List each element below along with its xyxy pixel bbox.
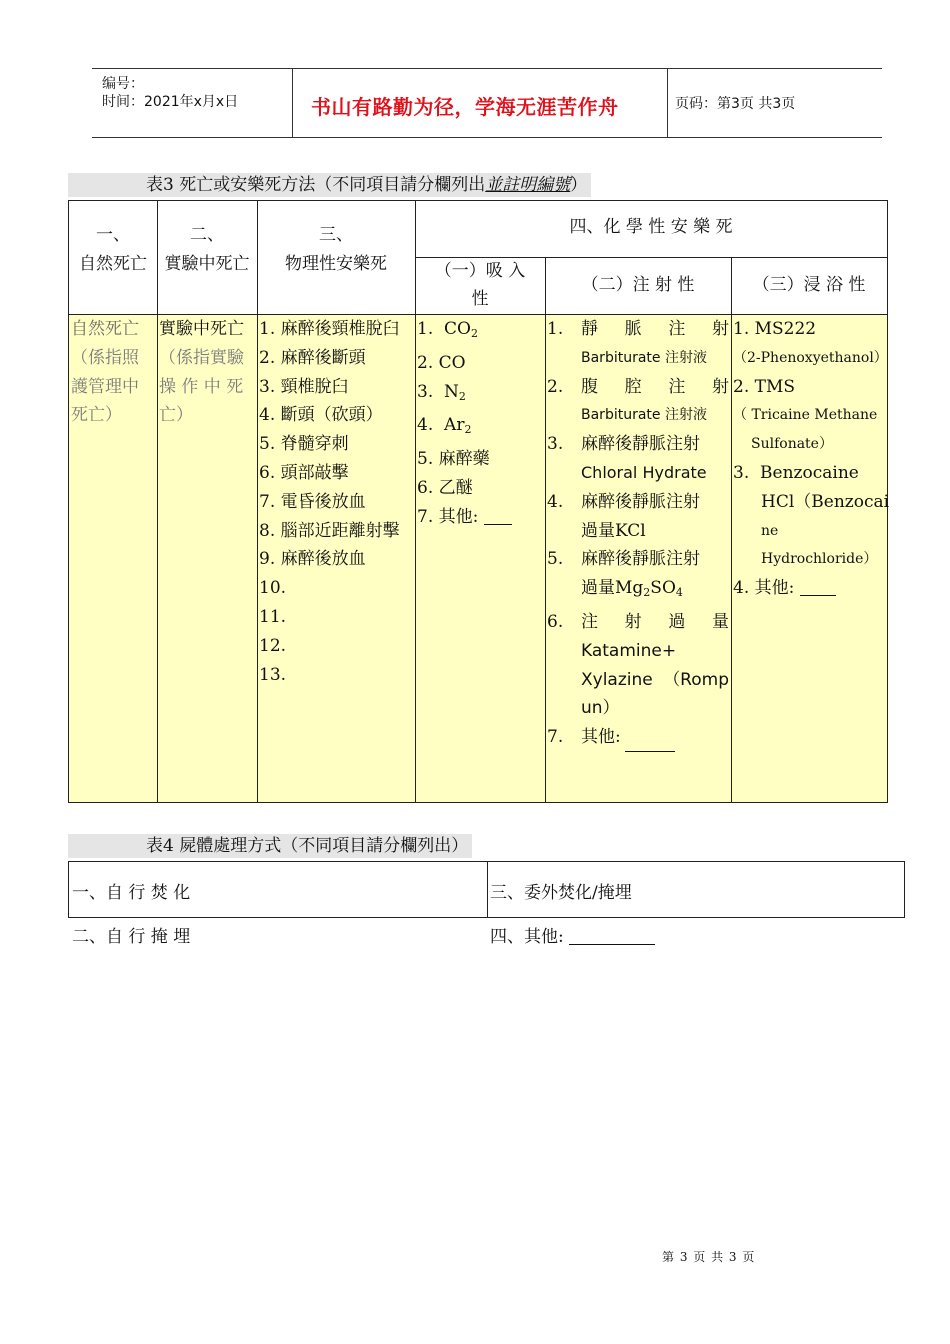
- page-footer: 第 3 页 共 3 页: [662, 1250, 756, 1264]
- list-item-detail: Barbiturate 注射液: [581, 407, 707, 424]
- exp-death-text: 實驗中死亡: [159, 319, 244, 339]
- carcass-disposal-table: [68, 861, 905, 918]
- col2-title: 實驗中死亡: [164, 254, 250, 274]
- caption-text: 表3 死亡或安樂死方法（不同項目請分欄列出: [146, 175, 486, 195]
- list-item: 1. 麻醉後頸椎脫臼: [259, 319, 400, 339]
- list-item: 1. MS222: [733, 319, 817, 339]
- sub1-title: （一）吸 入: [434, 261, 526, 281]
- doc-time-label: 时间：2021年x月x日: [102, 94, 239, 110]
- sub-injection-header: （二）注 射 性: [581, 275, 695, 295]
- list-item: 2. TMS: [733, 376, 796, 397]
- list-item-detail: Katamine+: [581, 640, 677, 661]
- list-item: 3. Benzocaine: [733, 462, 859, 483]
- header-meta: [92, 69, 292, 137]
- list-item: 4. 其他:: [733, 574, 887, 603]
- euthanasia-methods-table: [68, 200, 888, 803]
- list-item: 3. $N_2$: [417, 381, 466, 403]
- list-item: 4. 麻醉後靜脈注射: [547, 491, 700, 512]
- exp-note-3: 亡）: [159, 405, 193, 426]
- list-item-detail: HCl（Benzocai: [761, 491, 890, 512]
- list-item: 2. CO: [417, 352, 466, 373]
- list-item: 4. $Ar_2$: [417, 415, 472, 437]
- col-natural-death-header: [69, 221, 157, 279]
- col2-num: 二、: [190, 225, 224, 245]
- list-item: 5. 脊髓穿刺: [259, 434, 349, 455]
- list-item-detail: 過量$Mg_2SO_4$: [581, 578, 683, 600]
- injection-methods-list: [547, 315, 729, 752]
- list-item: 2. 腹 腔 注 射: [547, 376, 729, 397]
- page-number-label: 页码：第3页 共3页: [675, 96, 796, 112]
- natural-death-cell: [71, 315, 157, 430]
- list-item-detail: Hydrochloride）: [761, 551, 878, 568]
- disposal-option-3: 三、委外焚化/掩埋: [490, 883, 632, 903]
- list-item-detail: Xylazine （Romp: [581, 669, 729, 690]
- col3-num: 三、: [319, 225, 353, 245]
- col-physical-header: [257, 221, 415, 279]
- col1-title: 自然死亡: [79, 254, 147, 274]
- list-item: 6. 注 射 過 量: [547, 611, 729, 632]
- list-item: 6. 乙醚: [417, 477, 473, 498]
- list-item-detail: Chloral Hydrate: [581, 462, 707, 482]
- list-item: 7. 其他:: [547, 723, 729, 752]
- sub1-title-b: 性: [471, 289, 489, 309]
- natural-note-1: （係指照: [71, 347, 139, 368]
- experimental-death-cell: [159, 315, 257, 430]
- header-page-cell: [667, 69, 882, 137]
- exp-note-2: 操 作 中 死: [159, 376, 244, 397]
- list-item: 5. 麻醉藥: [417, 449, 490, 470]
- natural-death-text: 自然死亡: [71, 319, 139, 339]
- disposal-option-4: 四、其他:: [490, 922, 655, 947]
- col1-num: 一、: [96, 225, 130, 245]
- list-item-detail: Sulfonate）: [751, 436, 833, 453]
- list-item: 7. 電昏後放血: [259, 491, 366, 512]
- list-item: 3. 麻醉後靜脈注射: [547, 434, 700, 455]
- table3-caption: [68, 173, 591, 197]
- list-item: 11.: [259, 606, 287, 627]
- list-item-detail: ne: [761, 522, 779, 539]
- list-item: 4. 斷頭（砍頭）: [259, 405, 383, 426]
- doc-number-label: 编号：: [102, 76, 144, 92]
- list-item-detail: Barbiturate 注射液: [581, 349, 707, 366]
- inhalation-methods-list: [417, 315, 545, 532]
- physical-methods-list: [259, 315, 415, 689]
- col-experimental-death-header: [157, 221, 257, 279]
- list-item: 1. $CO_2$: [417, 319, 478, 340]
- caption-emphasis: 並註明編號: [485, 175, 571, 195]
- document-header: [92, 68, 882, 138]
- list-item: 2. 麻醉後斷頭: [259, 347, 366, 368]
- list-item: 7. 其他:: [417, 503, 545, 532]
- motto: 书山有路勤为径，学海无涯苦作舟: [311, 95, 619, 119]
- list-item-detail: un）: [581, 698, 620, 719]
- bath-methods-list: [733, 315, 890, 603]
- list-item-detail: 過量KCl: [581, 520, 646, 541]
- col-chemical-header: 四、化 學 性 安 樂 死: [569, 217, 733, 237]
- caption-end: ）: [570, 175, 588, 195]
- list-item: 8. 腦部近距離射擊: [259, 520, 400, 541]
- list-item: 9. 麻醉後放血: [259, 549, 366, 570]
- table4-caption: 表4 屍體處理方式（不同項目請分欄列出）: [68, 834, 472, 858]
- disposal-option-1: 一、自 行 焚 化: [72, 883, 191, 903]
- natural-note-2: 護管理中: [71, 376, 139, 397]
- list-item: 13.: [259, 664, 287, 685]
- list-item: 6. 頭部敲擊: [259, 462, 349, 483]
- header-motto-cell: [292, 69, 668, 137]
- list-item: 5. 麻醉後靜脈注射: [547, 549, 700, 570]
- list-item: 1. 靜 脈 注 射: [547, 319, 729, 339]
- list-item-detail: （2-Phenoxyethanol）: [733, 349, 888, 366]
- exp-note-1: （係指實驗: [159, 347, 244, 368]
- list-item: 12.: [259, 635, 287, 656]
- list-item: 10.: [259, 578, 287, 599]
- list-item: 3. 頸椎脫臼: [259, 376, 349, 397]
- sub-inhalation-header: [415, 257, 545, 313]
- sub-bath-header: （三）浸 浴 性: [752, 275, 866, 295]
- list-item-detail: （ Tricaine Methane: [733, 407, 878, 424]
- natural-note-3: 死亡）: [71, 405, 122, 426]
- disposal-option-2: 二、自 行 掩 埋: [72, 927, 191, 947]
- col3-title: 物理性安樂死: [285, 254, 387, 274]
